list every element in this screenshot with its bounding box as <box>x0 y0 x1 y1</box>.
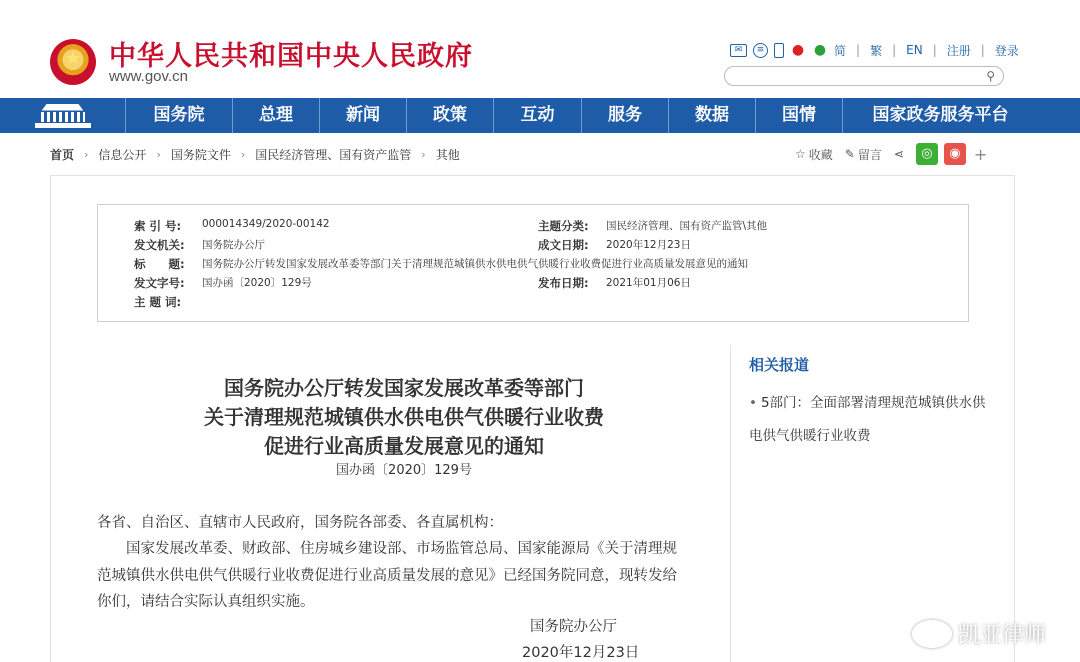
index-no-label: 索 引 号: <box>134 219 182 233</box>
search-icon[interactable]: ⚲ <box>986 69 995 83</box>
issuer-label: 发文机关: <box>134 238 185 252</box>
national-emblem-logo[interactable] <box>50 39 96 85</box>
collect-label: 收藏 <box>808 147 833 162</box>
category-label: 主题分类: <box>538 219 589 233</box>
link-login[interactable]: 登录 <box>994 43 1019 58</box>
paragraph-line: 范城镇供水供电供气供暖行业收费促进行业高质量发展的意见》已经国务院同意，现转发给 <box>97 568 677 584</box>
paragraph-line: 国家发展改革委、财政部、住房城乡建设部、市场监管总局、国家能源局《关于清理规 <box>97 541 677 557</box>
mail-icon[interactable]: ✉ <box>730 44 747 57</box>
nav-item-news[interactable]: 新闻 <box>320 98 407 133</box>
link-english[interactable]: EN <box>906 43 923 57</box>
nav-item-data[interactable]: 数据 <box>669 98 756 133</box>
divider: | <box>980 43 985 57</box>
related-reports-heading: 相关报道 <box>749 356 810 374</box>
toolbar <box>795 143 987 165</box>
nav-item-national-info[interactable]: 国情 <box>756 98 843 133</box>
weibo-icon[interactable]: ● <box>791 42 805 58</box>
comment-button[interactable] <box>845 146 882 163</box>
search-input[interactable] <box>735 69 985 87</box>
breadcrumb-home[interactable]: 首页 <box>50 148 75 162</box>
share-icon[interactable]: ⋖ <box>893 147 904 161</box>
top-links <box>730 41 1019 59</box>
wechat-share-icon[interactable]: ◎ <box>916 143 938 165</box>
nav-item-state-council[interactable]: 国务院 <box>126 98 233 133</box>
written-date-label: 成文日期: <box>538 238 589 252</box>
doc-no: 国办函〔2020〕129号 <box>202 277 312 289</box>
comment-label: 留言 <box>857 147 882 162</box>
meta-title: 国务院办公厅转发国家发展改革委等部门关于清理规范城镇供水供电供气供暖行业收费促进行业高质量发展意见的通知 <box>202 258 748 270</box>
star-icon: ★ <box>64 48 82 69</box>
breadcrumb-economy[interactable]: 国民经济管理、国有资产监管 <box>255 148 412 162</box>
nav-item-interaction[interactable]: 互动 <box>494 98 582 133</box>
chevron-right-icon: › <box>421 148 426 161</box>
category: 国民经济管理、国有资产监管\其他 <box>606 220 768 232</box>
written-date: 2020年12月23日 <box>606 239 691 251</box>
collect-button[interactable] <box>795 146 833 163</box>
document-date: 2020年12月23日 <box>522 645 640 661</box>
related-reports-sidebar <box>730 345 1015 662</box>
chevron-right-icon: › <box>84 148 89 161</box>
divider: | <box>892 43 897 57</box>
watermark-text: 凯亚律师 <box>958 623 1047 648</box>
salutation: 各省、自治区、直辖市人民政府，国务院各部委、各直属机构： <box>97 515 503 531</box>
breadcrumb-state-council-docs[interactable]: 国务院文件 <box>170 148 231 162</box>
index-no: 000014349/2020-00142 <box>202 218 330 230</box>
title-label: 标 题: <box>134 257 185 271</box>
document-number: 国办函〔2020〕129号 <box>336 463 472 478</box>
document-metadata <box>97 204 969 322</box>
watermark <box>912 618 1046 649</box>
divider: | <box>856 43 861 57</box>
link-traditional[interactable]: 繁 <box>870 43 883 58</box>
weibo-watermark-icon <box>912 620 952 648</box>
wechat-icon[interactable]: ● <box>813 42 827 58</box>
plus-icon[interactable]: + <box>973 144 988 164</box>
title-line: 国务院办公厅转发国家发展改革委等部门 <box>224 376 584 400</box>
paragraph-line: 你们，请结合实际认真组织实施。 <box>97 594 315 610</box>
chevron-right-icon: › <box>240 148 246 161</box>
link-simplified[interactable]: 简 <box>834 43 847 58</box>
related-report-link[interactable] <box>749 387 989 453</box>
site-title[interactable]: 中华人民共和国中央人民政府 <box>109 41 473 72</box>
document-title <box>100 374 708 461</box>
nav-item-service-platform[interactable]: 国家政务服务平台 <box>872 105 1009 125</box>
link-register[interactable]: 注册 <box>946 43 971 58</box>
breadcrumb-info-public[interactable]: 信息公开 <box>98 148 147 162</box>
breadcrumb <box>50 146 460 163</box>
nav-item-premier[interactable]: 总理 <box>233 98 320 133</box>
keywords-label: 主 题 词: <box>134 295 182 309</box>
nav-item-service[interactable]: 服务 <box>582 98 669 133</box>
publish-date-label: 发布日期: <box>538 276 589 290</box>
title-line: 促进行业高质量发展意见的通知 <box>264 434 544 458</box>
phone-icon[interactable] <box>774 43 784 58</box>
issuer: 国务院办公厅 <box>202 239 265 251</box>
signature: 国务院办公厅 <box>530 619 617 635</box>
nav-item-policy[interactable]: 政策 <box>407 98 494 133</box>
pen-icon: ✎ <box>844 147 855 161</box>
chevron-right-icon: › <box>156 148 161 161</box>
main-nav <box>0 98 1080 133</box>
publish-date: 2021年01月06日 <box>606 277 691 289</box>
star-outline-icon: ☆ <box>795 147 806 161</box>
home-building-icon[interactable] <box>0 98 126 133</box>
breadcrumb-other[interactable]: 其他 <box>435 148 460 162</box>
divider: | <box>932 43 937 57</box>
bullet-icon: • <box>749 395 757 411</box>
title-line: 关于清理规范城镇供水供电供气供暖行业收费 <box>204 405 604 429</box>
doc-no-label: 发文字号: <box>134 276 185 290</box>
weibo-share-icon[interactable]: ◉ <box>944 143 966 165</box>
related-report-text: 5部门：全面部署清理规范城镇供水供电供气供暖行业收费 <box>749 395 986 444</box>
site-header <box>0 0 1080 98</box>
menu-icon[interactable]: ≡ <box>753 43 768 58</box>
search-box <box>724 66 1004 86</box>
site-url: www.gov.cn <box>109 68 188 85</box>
